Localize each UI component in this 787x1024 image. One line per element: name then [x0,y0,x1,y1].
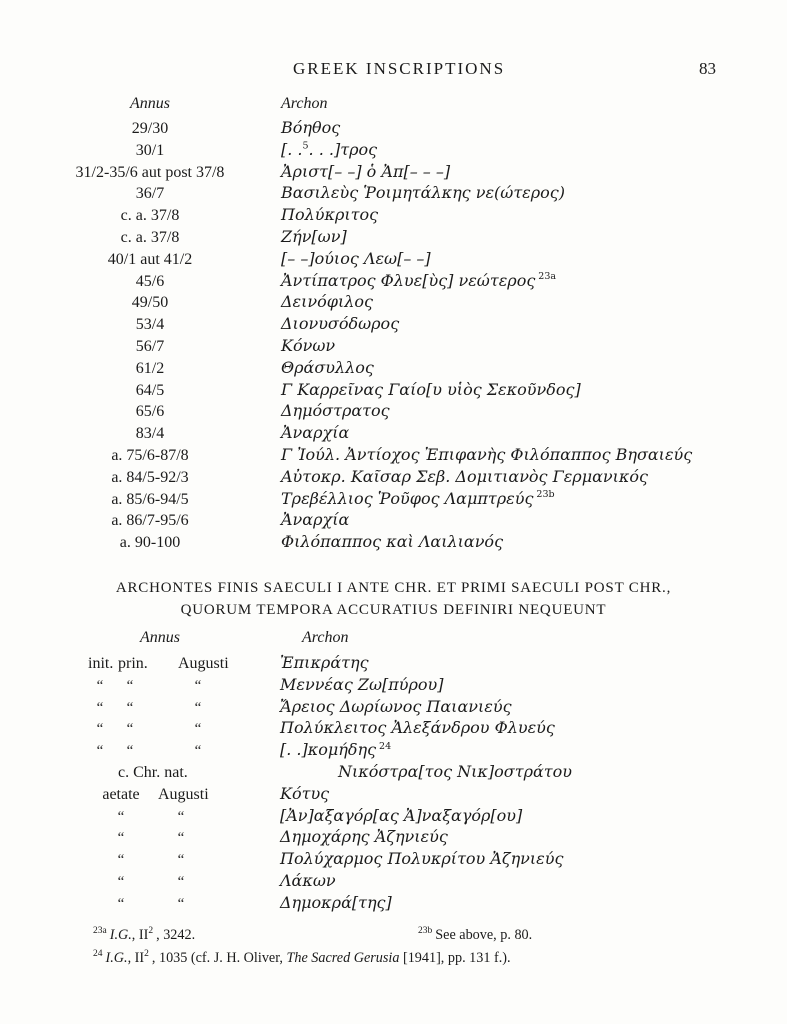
annus-cell [60,873,260,891]
annus-cell: 83/4 [135,425,165,443]
ditto-mark: “ [117,808,125,825]
annus-cell: 31/2-35/6 aut post 37/8 [75,163,225,181]
footnote-marker: 24 [93,949,103,960]
archon-text: [– –]ούιος Λεω[– –] [281,248,431,268]
archon-text: Δημόστρατος [281,401,390,421]
archon-text: Γ Ἰούλ. Ἀντίοχος Ἐπιφανὴς Φιλόπαππος Βησαιεύς [281,444,693,464]
annus-cell: a. 90-100 [119,534,181,552]
footnote-text: See above, p. 80. [435,927,533,943]
footnote-ref: 23a [538,271,557,283]
ditto-mark: “ [126,743,134,760]
annus-cell [60,851,260,869]
archon-text: Δημοκρά[της] [280,892,392,912]
ditto-mark: “ [177,852,185,869]
archon-text: Ἐπικράτης [280,653,369,672]
archon-text: Νικόστρα[τος Νικ]οστράτου [338,761,572,781]
table-row [35,358,692,380]
archon-text: Λάκων [280,870,336,890]
ditto-mark: “ [96,721,104,738]
footnote-line-2 [93,947,713,970]
archon-cell [281,227,347,246]
archon-cell [281,358,374,377]
annus-cell: c. a. 37/8 [120,207,180,225]
archon-cell [280,849,563,868]
annus-column-header: Annus [130,95,170,112]
archon-cell [280,784,329,803]
annus-cell: a. 84/5-92/3 [111,468,189,486]
table2-header [60,629,349,647]
ditto-mark: “ [177,808,185,825]
footnote-text: , II [131,927,149,943]
table-row [35,401,692,423]
ditto-mark: “ [126,699,134,716]
archon-text: [Ἀν]αξαγόρ[ας Ἀ]ναξαγόρ[ου] [280,805,523,825]
archon-text: Δεινόφιλος [281,292,373,312]
archon-column-header: Archon [281,95,328,112]
footnote-marker: 23b [418,926,433,937]
table-row [35,445,692,467]
archon-cell [280,740,391,759]
archon-column-header: Archon [302,629,349,646]
table-row [35,380,692,402]
footnote-ref: 24 [379,740,392,752]
archon-cell [281,532,503,551]
archon-cell [280,697,512,716]
annus-cell: 64/5 [135,381,165,399]
annus-cell: 61/2 [135,359,165,377]
ditto-mark: “ [117,873,125,890]
annus-cell [60,699,260,717]
running-head [0,59,787,81]
footnote-24 [93,950,511,966]
footnote-text: The Sacred Gerusia [286,950,400,966]
ditto-mark: “ [117,852,125,869]
table-row [35,292,692,314]
table-row [60,893,572,915]
archon-text: Δημοχάρης Ἀζηνιεύς [280,827,448,847]
table1-header [35,95,328,113]
archon-cell [280,893,392,912]
archon-cell [280,675,444,694]
table-row [60,718,572,740]
table-row [35,423,692,445]
section-heading-line1: ARCHONTES FINIS SAECULI I ANTE CHR. ET PRIMI SAECULI POST CHR., [115,580,672,596]
annus-cell: 45/6 [135,272,165,290]
table-row [60,653,572,675]
archon-text: Μεννέας Ζω[πύρου] [280,674,444,694]
archon-cell [280,871,336,890]
archon-text: Βόηθος [281,118,341,137]
archon-cell [281,292,373,311]
annus-cell: 49/50 [131,294,169,312]
archon-cell [281,140,377,159]
ditto-mark: “ [96,743,104,760]
annus-cell: a. 75/6-87/8 [111,446,189,464]
archon-cell [281,271,556,290]
annus-cell: 30/1 [135,141,165,159]
table-row [60,762,572,784]
annus-cell: 56/7 [135,337,165,355]
annus-cell [60,742,260,760]
archon-cell [281,336,335,355]
archon-cell [281,380,581,399]
annus-cell [60,720,260,738]
annus-word: aetate [102,785,140,803]
footnote-text: , 1035 (cf. J. H. Oliver, [151,950,287,966]
footnotes [93,924,713,970]
archon-text: Ἀναρχία [281,423,350,443]
footnote-marker: 23a [93,926,107,937]
archon-text: Αὐτοκρ. Καῖσαρ Σεβ. Δομιτιανὸς Γερμανικός [281,466,648,486]
archon-text: [. . [281,139,303,159]
annus-word: init. [88,655,114,672]
footnote-text: I.G. [105,950,128,966]
annus-cell [60,808,260,826]
section-heading-line2: QUORUM TEMPORA ACCURATIUS DEFINIRI NEQUEUNT [180,602,607,618]
archon-cell [281,423,349,442]
table-row [60,784,572,806]
archon-text: Διονυσόδωρος [281,314,400,334]
archon-cell [280,653,369,672]
archon-text: Πολύκριτος [281,205,379,225]
table-row [35,314,692,336]
table-row [35,227,692,249]
table1 [35,118,692,554]
ditto-mark: “ [96,699,104,716]
table-row [60,871,572,893]
footnote-text: , 3242. [156,927,196,943]
section-heading [0,577,787,621]
table-row [35,140,692,162]
archon-text: Γ Καρρεῖνας Γαίο[υ υἱὸς Σεκοῦνδος] [281,379,581,399]
annus-cell: 53/4 [135,316,165,334]
annus-column-header: Annus [140,629,180,646]
annus-cell [60,786,260,804]
archon-text: [. .]κομήδης [280,740,377,760]
footnote-23a [93,927,195,943]
archon-text: Τρεβέλλιος Ῥοῦφος Λαμπτρεύς [281,488,534,508]
table-row [60,806,572,828]
archon-cell [280,806,522,825]
table-row [35,271,692,293]
archon-text: Ζήν[ων] [281,226,347,246]
superscript: 5 [302,140,309,152]
annus-cell: a. 85/6-94/5 [111,490,189,508]
table2 [60,653,572,915]
footnote-ref: 23b [536,489,555,501]
annus-cell: 29/30 [131,120,169,137]
archon-cell [281,205,378,224]
table-row [60,849,572,871]
archon-cell [281,445,692,464]
annus-word: prin. [118,655,148,672]
footnote-text: , II [127,950,145,966]
table-row [35,510,692,532]
archon-cell [281,510,349,529]
archon-text: Πολύχαρμος Πολυκρίτου Ἀζηνιεύς [280,849,564,869]
archon-cell [281,314,399,333]
ditto-mark: “ [194,699,202,716]
archon-cell [281,183,565,202]
table-row [35,205,692,227]
archon-text: Ἀναρχία [281,510,350,530]
annus-cell: 36/7 [135,185,165,203]
table-row [35,336,692,358]
table-row [60,697,572,719]
annus-word: Augusti [178,655,229,672]
table-row [35,489,692,511]
annus-cell [60,655,260,673]
table-row [60,827,572,849]
archon-text: . . .]τρος [308,139,378,159]
ditto-mark: “ [194,677,202,694]
ditto-mark: “ [126,677,134,694]
table-row [60,675,572,697]
ditto-mark: “ [194,721,202,738]
table-row [35,162,692,184]
ditto-mark: “ [117,895,125,912]
table-row [35,249,692,271]
archon-text: Ἀντίπατρος Φλυε[ὺς] νεώτερος [281,270,536,290]
footnote-text: I.G. [109,927,132,943]
table-row [60,740,572,762]
ditto-mark: “ [177,873,185,890]
superscript: 2 [144,949,149,960]
ditto-mark: “ [194,743,202,760]
footnote-line-1 [93,924,713,947]
annus-cell: a. 86/7-95/6 [111,512,189,530]
table-row [35,118,692,140]
annus-cell: 40/1 aut 41/2 [107,250,193,268]
annus-cell [60,829,260,847]
archon-text: Θράσυλλος [281,357,374,377]
ditto-mark: “ [126,721,134,738]
ditto-mark: “ [177,830,185,847]
ditto-mark: “ [96,677,104,694]
annus-cell: c. Chr. nat. [118,763,188,781]
footnote-23b [418,924,532,947]
archon-cell [281,401,390,420]
table-row [35,183,692,205]
archon-cell [281,467,648,486]
page-title: GREEK INSCRIPTIONS [293,59,506,78]
table-row [35,532,692,554]
archon-cell [281,162,450,181]
annus-word: Augusti [158,785,209,803]
annus-cell [60,677,260,695]
archon-cell [280,827,448,846]
ditto-mark: “ [117,830,125,847]
archon-cell [281,489,555,508]
table-row [35,467,692,489]
archon-text: Ἀριστ[– –] ὁ Ἀπ[– – –] [281,161,451,181]
annus-cell: 65/6 [135,403,165,421]
annus-cell: c. a. 37/8 [120,228,180,246]
archon-cell [281,118,340,137]
archon-text: Ἄρειος Δωρίωνος Παιανιεύς [280,696,512,716]
superscript: 2 [148,926,154,937]
archon-cell [280,718,555,737]
archon-cell [281,249,431,268]
page-number: 83 [699,59,716,78]
ditto-mark: “ [177,895,185,912]
archon-text: Φιλόπαππος καὶ Λαιλιανός [281,532,504,552]
archon-text: Βασιλεὺς Ῥοιμητάλκης νε(ώτερος) [281,183,565,203]
footnote-text: [1941], pp. 131 f.). [399,950,511,966]
archon-text: Πολύκλειτος Ἀλεξάνδρου Φλυεύς [280,718,555,738]
archon-text: Κότυς [280,783,330,803]
archon-text: Κόνων [281,335,336,355]
archon-cell [338,762,572,781]
annus-cell [60,895,260,913]
